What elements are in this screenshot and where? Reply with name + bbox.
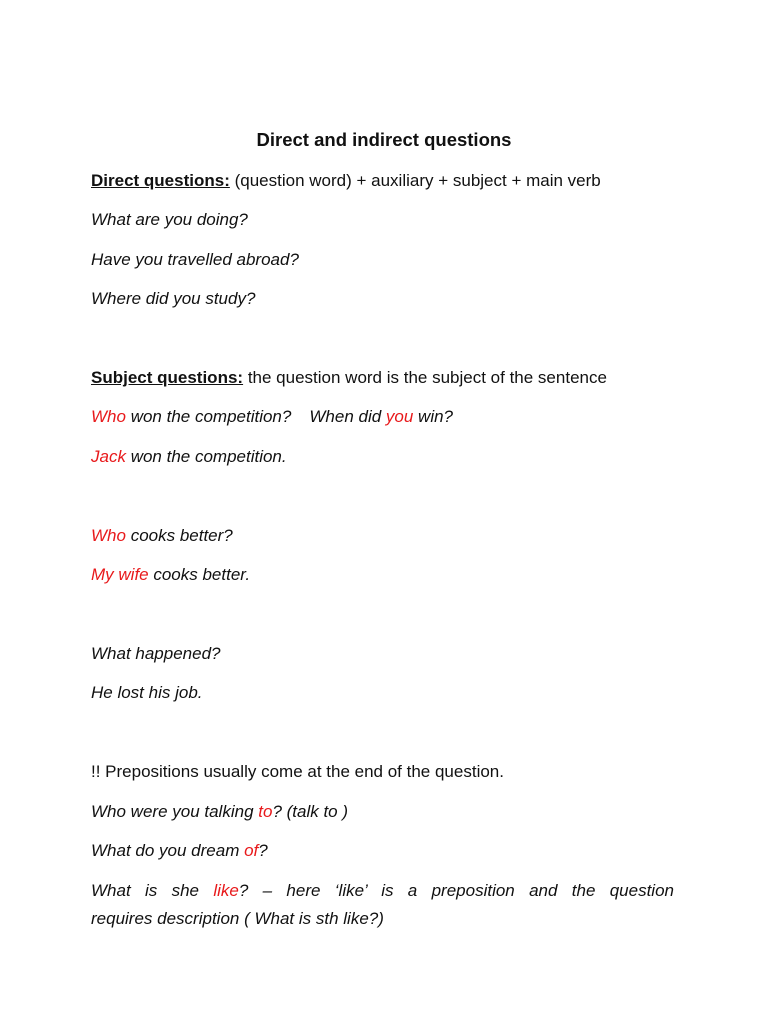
highlight-word: of bbox=[244, 841, 259, 860]
highlight-word: Jack bbox=[91, 447, 126, 466]
subject-questions-label: Subject questions: bbox=[91, 368, 244, 387]
example-text: win? bbox=[413, 407, 454, 426]
subject-example-1 bbox=[91, 406, 674, 428]
example-text: won the competition? bbox=[125, 407, 292, 426]
highlight-word: to bbox=[258, 802, 273, 821]
example-text: What do you dream bbox=[91, 841, 245, 860]
preposition-example-1 bbox=[91, 801, 674, 823]
direct-example-2: Have you travelled abroad? bbox=[91, 250, 299, 269]
example-text: ? bbox=[258, 841, 268, 860]
highlight-word: you bbox=[385, 407, 414, 426]
direct-example-1: What are you doing? bbox=[91, 210, 248, 229]
example-text: ? – here ‘like’ is a preposition and the question bbox=[238, 881, 674, 900]
direct-questions-formula: (question word) + auxiliary + subject + main verb bbox=[234, 171, 601, 190]
subject-example-4 bbox=[91, 564, 674, 586]
subject-example-3 bbox=[91, 525, 674, 547]
highlight-word: Who bbox=[91, 526, 126, 545]
preposition-example-3 bbox=[91, 880, 674, 902]
direct-example-3: Where did you study? bbox=[91, 289, 256, 308]
example-text: ? (talk to ) bbox=[272, 802, 349, 821]
highlight-word: Who bbox=[91, 407, 126, 426]
example-text: Who were you talking bbox=[91, 802, 259, 821]
subject-example-6: He lost his job. bbox=[91, 683, 203, 702]
example-text: What is she bbox=[91, 881, 214, 900]
subject-example-2 bbox=[91, 446, 674, 468]
highlight-word: like bbox=[213, 881, 239, 900]
highlight-word: My wife bbox=[91, 565, 149, 584]
subject-questions-desc: the question word is the subject of the sentence bbox=[247, 368, 607, 387]
prepositions-note: !! Prepositions usually come at the end of the question. bbox=[91, 762, 504, 781]
page-title: Direct and indirect questions bbox=[256, 129, 512, 150]
example-text: When did bbox=[309, 407, 386, 426]
example-text: won the competition. bbox=[125, 447, 287, 466]
direct-questions-line bbox=[91, 170, 674, 192]
direct-questions-label: Direct questions: bbox=[91, 171, 230, 190]
preposition-example-2 bbox=[91, 840, 674, 862]
subject-example-5: What happened? bbox=[91, 644, 221, 663]
example-text: cooks better? bbox=[125, 526, 233, 545]
subject-questions-line bbox=[91, 367, 674, 389]
preposition-example-3-continuation: requires description ( What is sth like?) bbox=[91, 909, 384, 928]
example-text: cooks better. bbox=[148, 565, 251, 584]
